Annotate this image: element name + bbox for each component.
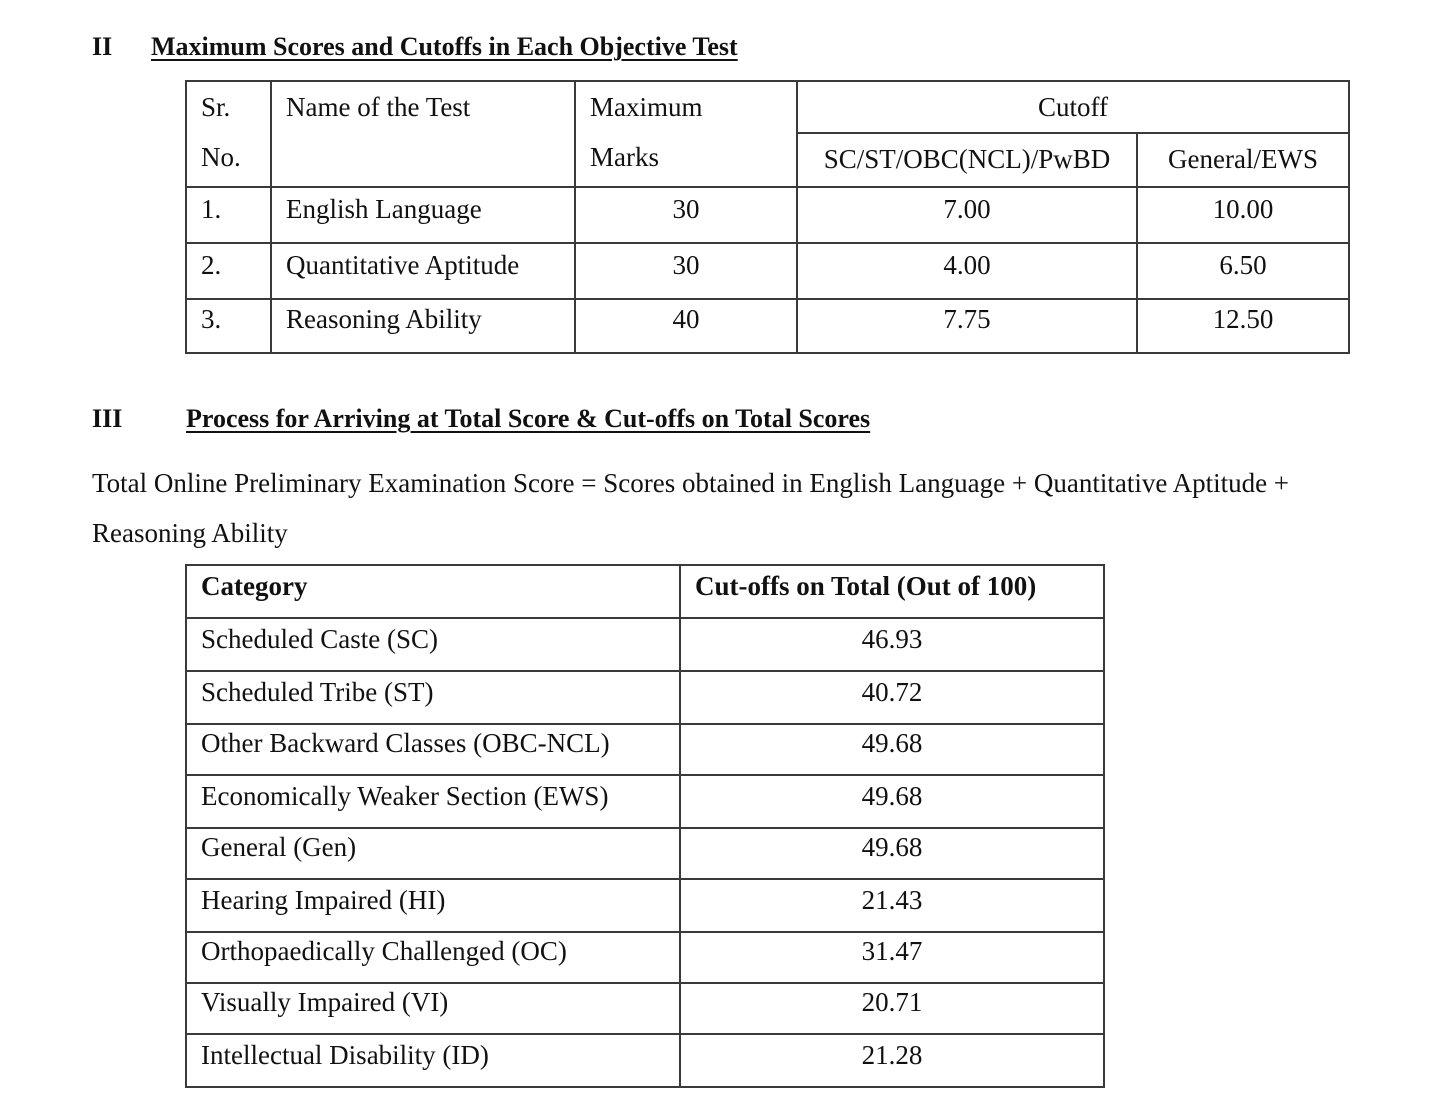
table-row bbox=[186, 879, 1104, 932]
header-cutoff-reserved: SC/ST/OBC(NCL)/PwBD bbox=[797, 133, 1137, 187]
row-test-name: Quantitative Aptitude bbox=[271, 243, 575, 299]
header-test-name-label: Name of the Test bbox=[286, 92, 471, 122]
section-3-title: Process for Arriving at Total Score & Cut-offs on Total Scores bbox=[186, 404, 871, 433]
header-sr-line1: Sr. bbox=[201, 92, 231, 122]
row-test-name: Reasoning Ability bbox=[271, 299, 575, 353]
table-row bbox=[186, 618, 1104, 671]
row-cutoff-general: 6.50 bbox=[1137, 243, 1349, 299]
header-cutoff-general: General/EWS bbox=[1137, 133, 1349, 187]
row-category: Intellectual Disability (ID) bbox=[186, 1034, 680, 1087]
row-category: Economically Weaker Section (EWS) bbox=[186, 775, 680, 828]
row-total-cutoff: 49.68 bbox=[680, 775, 1104, 828]
table-row bbox=[186, 775, 1104, 828]
row-sr: 3. bbox=[186, 299, 271, 353]
row-category: Visually Impaired (VI) bbox=[186, 983, 680, 1034]
row-category: General (Gen) bbox=[186, 828, 680, 879]
row-cutoff-reserved: 4.00 bbox=[797, 243, 1137, 299]
row-total-cutoff: 49.68 bbox=[680, 724, 1104, 775]
row-total-cutoff: 21.28 bbox=[680, 1034, 1104, 1087]
row-sr: 1. bbox=[186, 187, 271, 243]
header-max-line1: Maximum bbox=[590, 92, 703, 122]
row-category: Scheduled Caste (SC) bbox=[186, 618, 680, 671]
table-row bbox=[186, 983, 1104, 1034]
table-row bbox=[186, 243, 1349, 299]
row-sr: 2. bbox=[186, 243, 271, 299]
row-cutoff-reserved: 7.00 bbox=[797, 187, 1137, 243]
table-row bbox=[186, 932, 1104, 983]
table-row bbox=[186, 299, 1349, 353]
header-max-line2: Marks bbox=[590, 142, 659, 172]
section-2-number: II bbox=[92, 32, 113, 61]
header-cutoff: Cutoff bbox=[797, 81, 1349, 133]
table-row bbox=[186, 1034, 1104, 1087]
header-category: Category bbox=[186, 565, 680, 618]
row-category: Orthopaedically Challenged (OC) bbox=[186, 932, 680, 983]
table-row bbox=[186, 828, 1104, 879]
row-category: Hearing Impaired (HI) bbox=[186, 879, 680, 932]
formula-line-2: Reasoning Ability bbox=[92, 518, 288, 548]
formula-line-1: Total Online Preliminary Examination Score = Scores obtained in English Language + Quantitative Aptitude + bbox=[92, 468, 1290, 498]
header-sr-no bbox=[186, 81, 271, 187]
row-max-marks: 40 bbox=[575, 299, 797, 353]
header-max-marks bbox=[575, 81, 797, 187]
row-cutoff-general: 10.00 bbox=[1137, 187, 1349, 243]
header-sr-line2: No. bbox=[201, 142, 241, 172]
objective-test-table bbox=[185, 80, 1350, 354]
row-test-name: English Language bbox=[271, 187, 575, 243]
total-cutoff-table bbox=[185, 564, 1105, 1088]
table-row bbox=[186, 187, 1349, 243]
row-total-cutoff: 20.71 bbox=[680, 983, 1104, 1034]
row-total-cutoff: 21.43 bbox=[680, 879, 1104, 932]
header-test-name bbox=[271, 81, 575, 187]
table-header-row bbox=[186, 565, 1104, 618]
row-cutoff-general: 12.50 bbox=[1137, 299, 1349, 353]
section-2-title: Maximum Scores and Cutoffs in Each Objective Test bbox=[151, 32, 738, 61]
row-max-marks: 30 bbox=[575, 187, 797, 243]
row-total-cutoff: 49.68 bbox=[680, 828, 1104, 879]
row-category: Scheduled Tribe (ST) bbox=[186, 671, 680, 724]
row-category: Other Backward Classes (OBC-NCL) bbox=[186, 724, 680, 775]
table-row bbox=[186, 724, 1104, 775]
table-row bbox=[186, 671, 1104, 724]
header-total-cutoff: Cut-offs on Total (Out of 100) bbox=[680, 565, 1104, 618]
row-cutoff-reserved: 7.75 bbox=[797, 299, 1137, 353]
row-total-cutoff: 40.72 bbox=[680, 671, 1104, 724]
row-total-cutoff: 31.47 bbox=[680, 932, 1104, 983]
section-3-number: III bbox=[92, 404, 123, 433]
row-total-cutoff: 46.93 bbox=[680, 618, 1104, 671]
row-max-marks: 30 bbox=[575, 243, 797, 299]
